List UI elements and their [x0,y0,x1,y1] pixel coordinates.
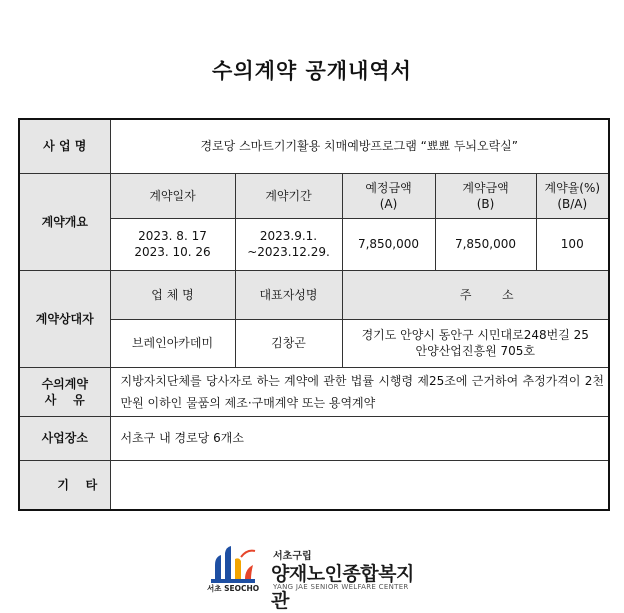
location-row [19,416,609,460]
etc-value [110,460,609,510]
location-label: 사업장소 [19,416,110,460]
contract-date-line1: 2023. 8. 17 [138,229,207,243]
org-name: 양재노인종합복지관 [271,563,414,612]
company-header: 업 체 명 [110,270,235,319]
org-prefix: 서초구립 [273,551,312,562]
counterparty-label-text: 계약상대자 [35,311,94,326]
etc-row [19,460,609,510]
estimate-amount-value: 7,850,000 [342,218,435,270]
estimate-amount-header [342,173,435,218]
contract-disclosure-table [18,118,610,511]
district-mark: 서초 SEOCHO [207,584,260,593]
document-title: 수의계약 공개내역서 [212,59,412,83]
counterparty-label [19,270,110,367]
project-row [19,119,609,173]
contract-date-header: 계약일자 [110,173,235,218]
etc-label-text: 기 타 [57,477,98,492]
contract-period-line2: ~2023.12.29. [247,245,330,259]
address-header [342,270,609,319]
company-value: 브레인아카데미 [110,319,235,367]
representative-value: 김창곤 [235,319,342,367]
project-value-text: 경로당 스마트기기활용 치매예방프로그램 “뾰뾰 두뇌오락실” [200,139,518,154]
project-label [19,119,110,173]
contract-period-line1: 2023.9.1. [259,229,318,243]
contract-header-line1: 계약금액 [462,180,509,195]
address-line1: 경기도 안양시 동안구 시민대로248번길 25 [361,328,589,342]
contract-date-value [110,218,235,270]
representative-header: 대표자성명 [235,270,342,319]
reason-label [19,367,110,416]
reason-label-line2: 사 유 [44,392,85,407]
rate-header-line1: 계약율(%) [544,180,601,195]
org-english-name: YANG JAE SENIOR WELFARE CENTER [273,583,409,591]
reason-label-line1: 수의계약 [41,376,88,391]
contract-period-value [235,218,342,270]
location-value: 서초구 내 경로당 6개소 [110,416,609,460]
address-header-text: 주 소 [459,287,514,302]
contract-amount-value: 7,850,000 [435,218,536,270]
estimate-header-line1: 예정금액 [365,180,412,195]
contract-rate-value: 100 [536,218,609,270]
etc-label [19,460,110,510]
address-value [342,319,609,367]
overview-label-text: 계약개요 [41,214,88,229]
contract-rate-header [536,173,609,218]
rate-header-line2: (B/A) [557,196,588,211]
overview-label [19,173,110,270]
contract-date-line2: 2023. 10. 26 [134,245,211,259]
reason-value: 지방자치단체를 당사자로 하는 계약에 관한 법률 시행령 제25조에 근거하여 추정가격이 2천만원 이하인 물품의 제조·구매계약 또는 용역계약 [110,367,609,416]
contract-amount-header [435,173,536,218]
welfare-center-logo [205,543,425,612]
contract-period-header: 계약기간 [235,173,342,218]
project-value [110,119,609,173]
project-label-text: 사 업 명 [43,139,87,154]
overview-header-row [19,173,609,218]
reason-row [19,367,609,416]
counterparty-header-row [19,270,609,319]
estimate-header-line2: (A) [379,196,398,211]
address-line2: 안양산업진흥원 705호 [415,344,535,358]
contract-header-line2: (B) [476,196,495,211]
